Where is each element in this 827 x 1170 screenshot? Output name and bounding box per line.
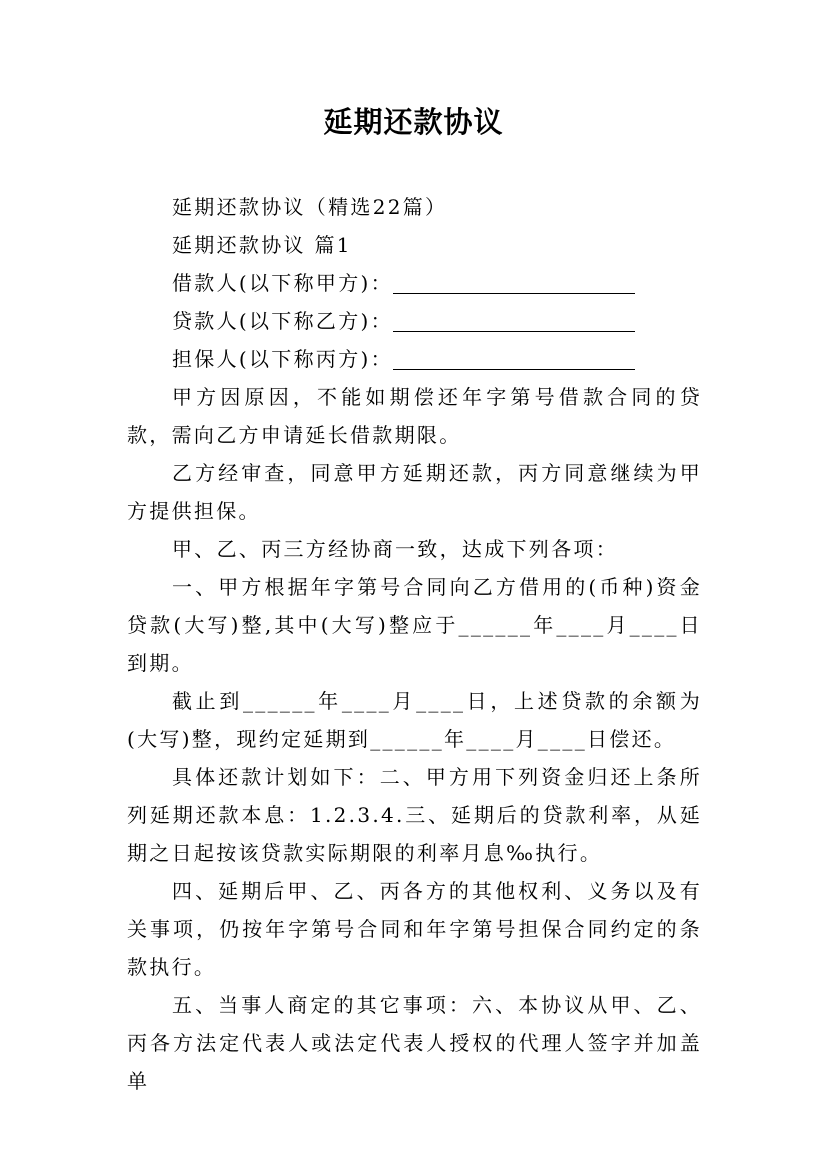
document-body <box>127 188 702 1100</box>
borrower-label: 借款人(以下称甲方)： <box>172 271 393 295</box>
paragraph-reason: 甲方因原因，不能如期偿还年字第号借款合同的贷款，需向乙方申请延长借款期限。 <box>127 385 702 447</box>
guarantor-label: 担保人(以下称丙方)： <box>172 347 393 371</box>
paragraph-clause-1: 一、甲方根据年字第号合同向乙方借用的(币种)资金贷款(大写)整,其中(大写)整应于______年____月____日到期。 <box>127 575 702 675</box>
document-subtitle: 延期还款协议（精选22篇） <box>172 195 448 219</box>
paragraph-approval: 乙方经审查，同意甲方延期还款，丙方同意继续为甲方提供担保。 <box>127 461 702 523</box>
paragraph-clause-5-6: 五、当事人商定的其它事项：六、本协议从甲、乙、丙各方法定代表人或法定代表人授权的代理人签字并加盖单 <box>127 993 702 1093</box>
document-title: 延期还款协议 <box>323 105 504 139</box>
section-heading: 延期还款协议 篇1 <box>172 233 352 257</box>
paragraph-agreement: 甲、乙、丙三方经协商一致，达成下列各项： <box>172 537 618 561</box>
lender-field <box>127 302 702 340</box>
borrower-field <box>127 264 702 302</box>
guarantor-blank-line[interactable] <box>393 347 635 370</box>
guarantor-field <box>127 340 702 378</box>
lender-label: 贷款人(以下称乙方)： <box>172 309 393 333</box>
paragraph-clause-2-3: 具体还款计划如下：二、甲方用下列资金归还上条所列延期还款本息：1.2.3.4.三、延期后的贷款利率，从延期之日起按该贷款实际期限的利率月息‰执行。 <box>127 765 702 865</box>
paragraph-clause-4: 四、延期后甲、乙、丙各方的其他权利、义务以及有关事项，仍按年字第号合同和年字第号担保合同约定的条款执行。 <box>127 879 702 979</box>
paragraph-balance: 截止到______年____月____日，上述贷款的余额为(大写)整，现约定延期到______年____月____日偿还。 <box>127 689 702 751</box>
lender-blank-line[interactable] <box>393 309 635 332</box>
borrower-blank-line[interactable] <box>393 271 635 294</box>
